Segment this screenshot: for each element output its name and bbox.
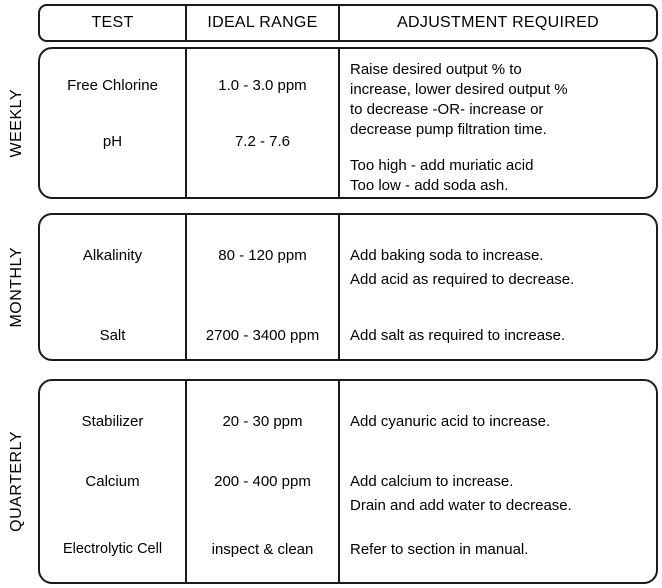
group-monthly-range-column: [185, 215, 340, 359]
table-row-range: 20 - 30 ppm: [222, 413, 303, 430]
group-quarterly-adjustment-column: [340, 381, 656, 582]
adjustment-line: Add calcium to increase.: [350, 473, 514, 490]
adjustment-line: decrease pump filtration time.: [350, 121, 547, 138]
table-row-range: 200 - 400 ppm: [214, 473, 311, 490]
group-quarterly: [0, 379, 662, 584]
adjustment-line: Add acid as required to decrease.: [350, 271, 575, 288]
adjustment-line: Add baking soda to increase.: [350, 247, 544, 264]
group-label-monthly: [0, 213, 34, 361]
group-label-monthly-text: MONTHLY: [8, 246, 25, 328]
group-label-quarterly-text: QUARTERLY: [8, 431, 25, 532]
table-row-range: 1.0 - 3.0 ppm: [218, 77, 307, 94]
table-row-test: Stabilizer: [81, 413, 144, 430]
table-row-test: Free Chlorine: [67, 77, 158, 94]
header-cell-ideal-range: [185, 6, 340, 40]
header-label-adjustment: ADJUSTMENT REQUIRED: [397, 14, 599, 31]
group-monthly-adjustment-column: [340, 215, 656, 359]
adjustment-line: Add cyanuric acid to increase.: [350, 413, 551, 430]
adjustment-line: Too low - add soda ash.: [350, 177, 509, 194]
group-quarterly-test-column: [40, 381, 185, 582]
group-quarterly-card: [38, 379, 658, 584]
table-row-range: 2700 - 3400 ppm: [205, 327, 320, 344]
table-row-test: pH: [102, 133, 123, 150]
group-label-weekly-text: WEEKLY: [8, 88, 25, 158]
header-cell-adjustment: [340, 6, 656, 40]
group-label-quarterly: [0, 379, 34, 584]
header-label-test: TEST: [91, 14, 134, 31]
group-weekly-card: [38, 47, 658, 199]
group-weekly-test-column: [40, 49, 185, 197]
group-weekly: [0, 47, 662, 199]
adjustment-line: to decrease -OR- increase or: [350, 101, 544, 118]
adjustment-line: Too high - add muriatic acid: [350, 157, 534, 174]
header-cell-test: [40, 6, 185, 40]
group-weekly-adjustment-column: [340, 49, 656, 197]
table-row-test: Salt: [99, 327, 126, 344]
adjustment-line: increase, lower desired output %: [350, 81, 568, 98]
adjustment-line: Drain and add water to decrease.: [350, 497, 572, 514]
table-row-test: Alkalinity: [82, 247, 143, 264]
group-label-weekly: [0, 47, 34, 199]
table-header-row: [38, 4, 658, 42]
table-row-range: 7.2 - 7.6: [234, 133, 291, 150]
header-label-ideal-range: IDEAL RANGE: [207, 14, 318, 31]
adjustment-line: Refer to section in manual.: [350, 541, 529, 558]
adjustment-line: Raise desired output % to: [350, 61, 522, 78]
table-row-range: 80 - 120 ppm: [218, 247, 307, 264]
group-weekly-range-column: [185, 49, 340, 197]
table-row-test: Electrolytic Cell: [62, 541, 163, 557]
group-quarterly-range-column: [185, 381, 340, 582]
adjustment-line: Add salt as required to increase.: [350, 327, 566, 344]
group-monthly: [0, 213, 662, 361]
table-row-test: Calcium: [85, 473, 140, 490]
group-monthly-test-column: [40, 215, 185, 359]
group-monthly-card: [38, 213, 658, 361]
table-row-range: inspect & clean: [211, 541, 314, 558]
